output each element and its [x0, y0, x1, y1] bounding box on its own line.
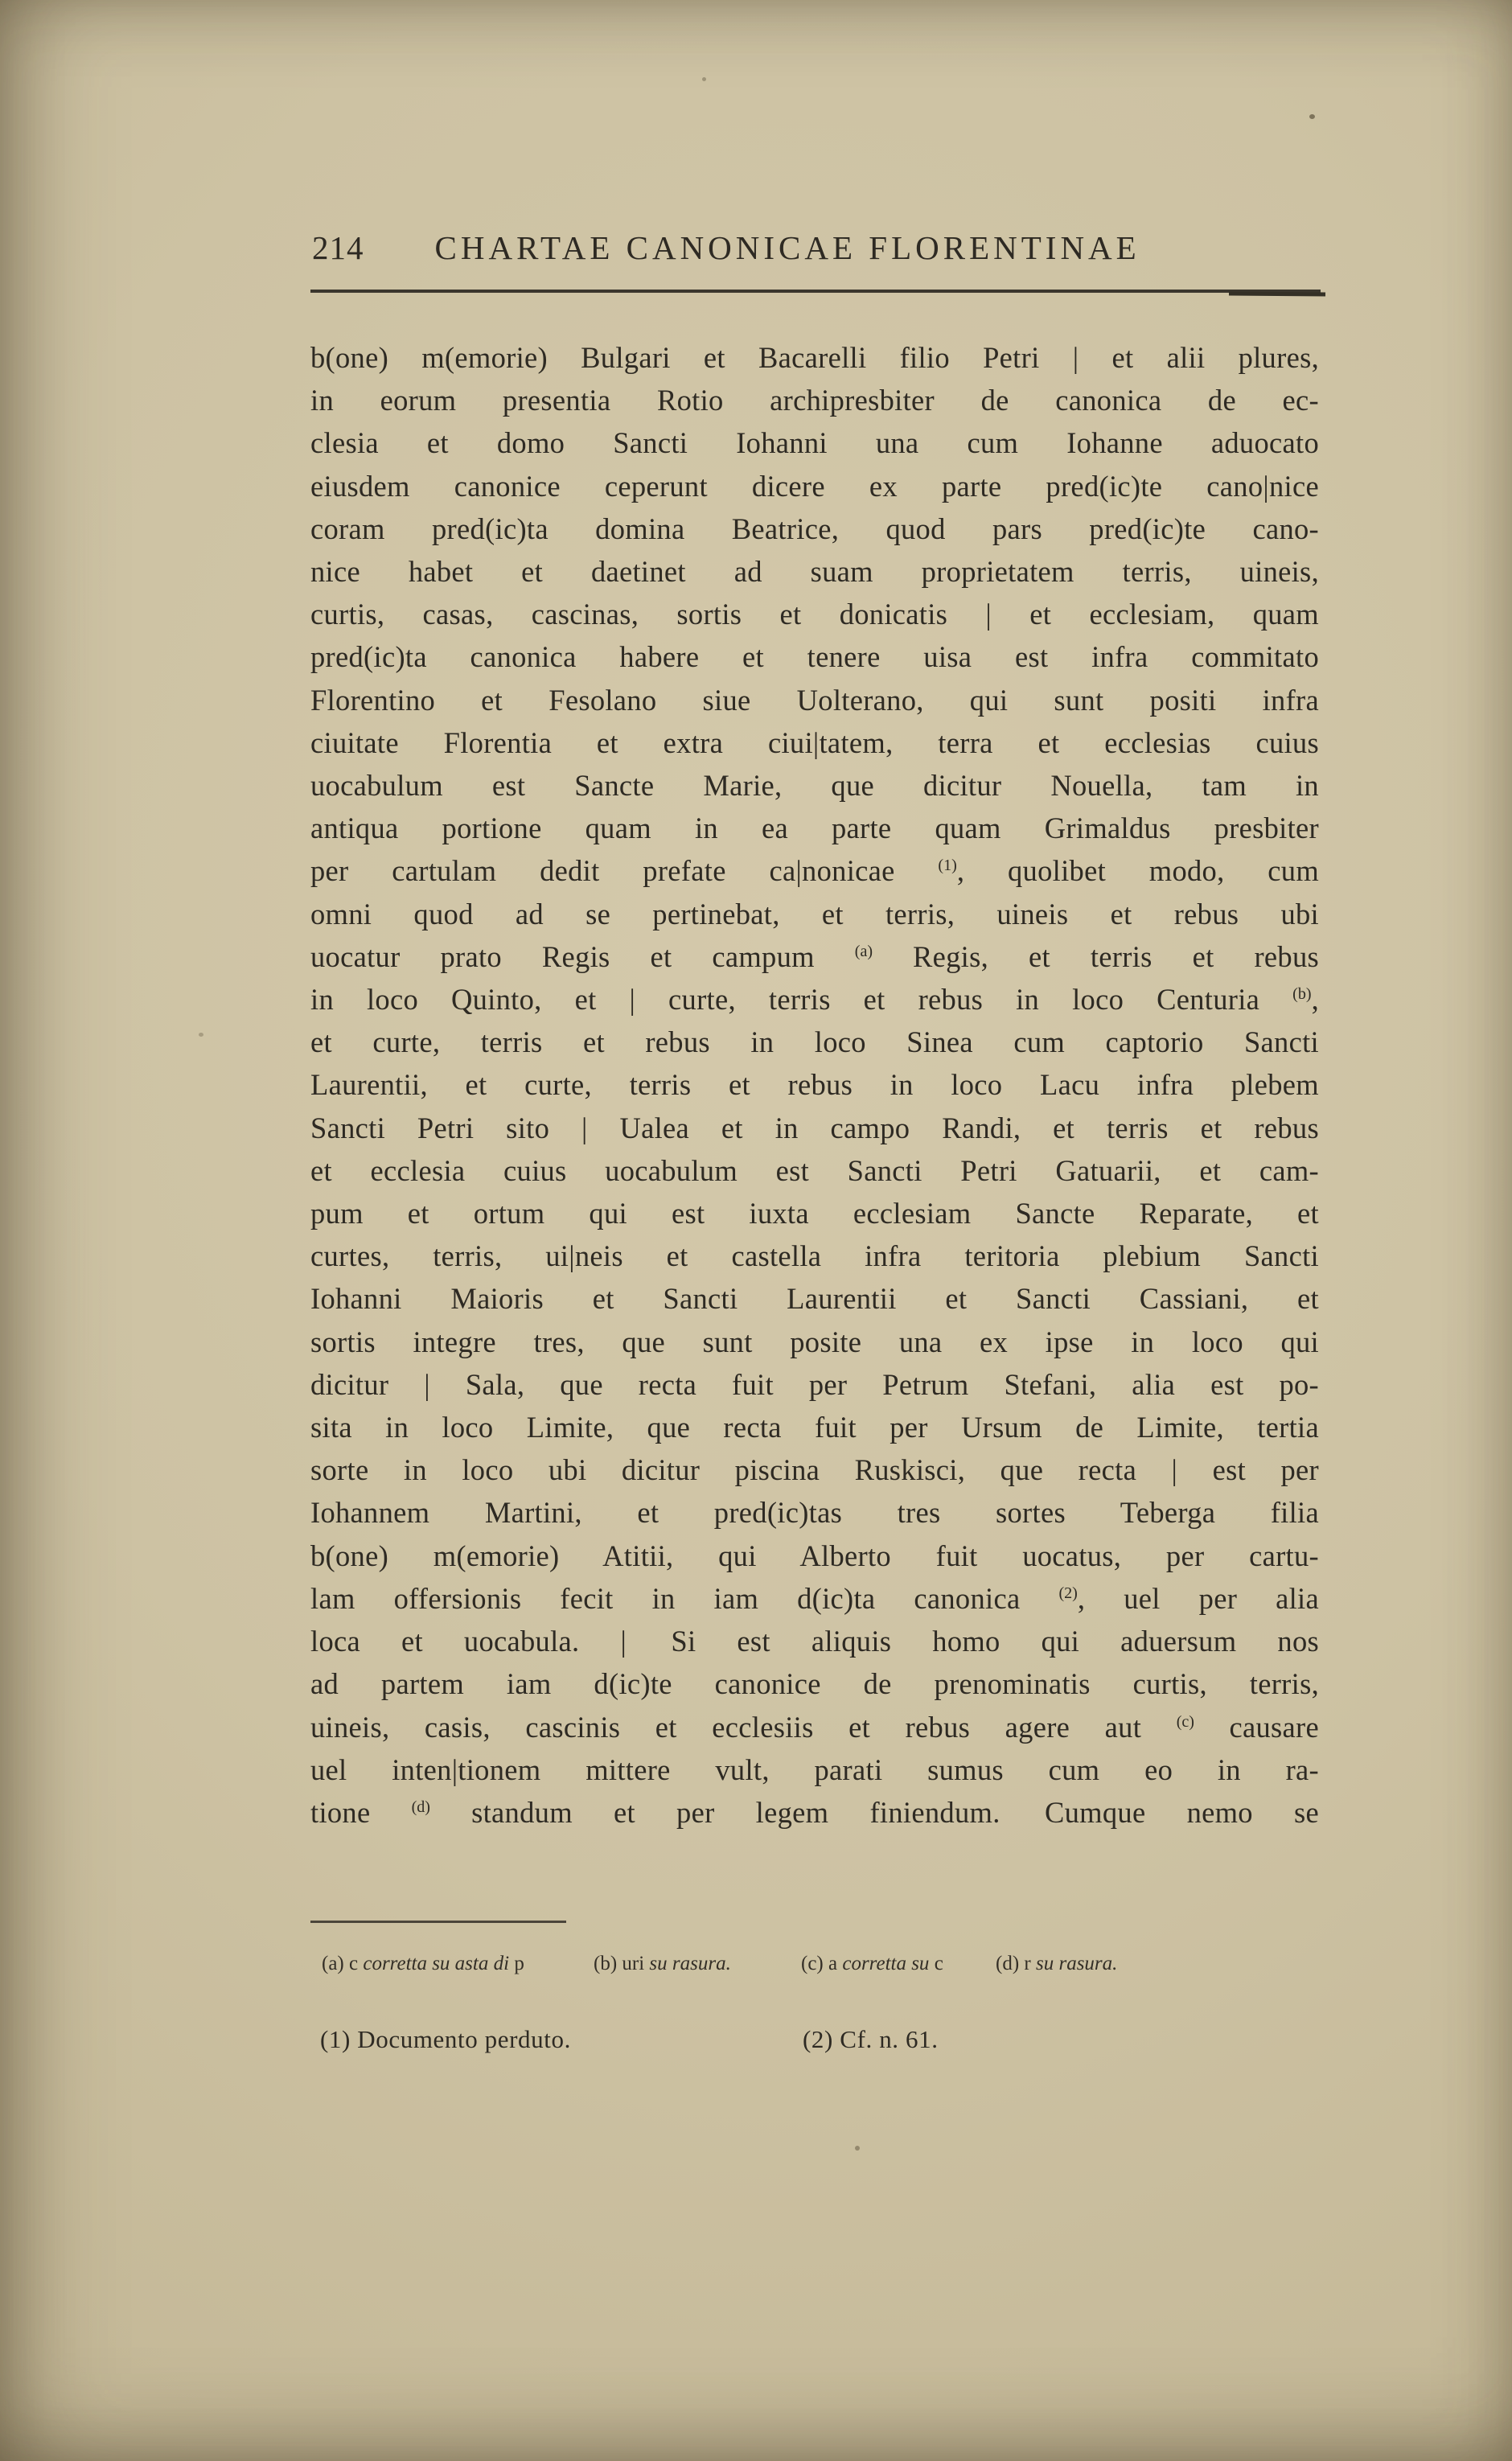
text-line: dicitur | Sala, que recta fuit per Petrum Stefani, alia est po-	[310, 1367, 1319, 1401]
text-line: antiqua portione quam in ea parte quam Grimaldus presbiter	[310, 811, 1319, 845]
italic-text: su rasura.	[1035, 1953, 1118, 1974]
apparatus-note: (d) r su rasura.	[996, 1953, 1118, 1974]
note-marker: (1)	[938, 857, 957, 875]
text-line: pum et ortum qui est iuxta ecclesiam Sancte Reparate, et	[310, 1197, 1319, 1230]
italic-text: su rasura.	[649, 1953, 731, 1974]
text-line: et curte, terris et rebus in loco Sinea cum captorio Sancti	[310, 1025, 1319, 1059]
text-line: Florentino et Fesolano siue Uolterano, qui sunt positi infra	[310, 683, 1319, 717]
apparatus-note: (a) c corretta su asta di p	[322, 1953, 524, 1974]
apparatus-separator	[310, 1921, 566, 1923]
text-line: uineis, casis, cascinis et ecclesiis et rebus agere aut $^{(c)}$ causare	[310, 1710, 1319, 1744]
paper-speck	[855, 2146, 860, 2151]
text-line: in eorum presentia Rotio archipresbiter de canonica de ec-	[310, 384, 1319, 417]
text-line: b(one) m(emorie) Bulgari et Bacarelli filio Petri | et alii plures,	[310, 341, 1319, 374]
note-marker: (2)	[1058, 1584, 1078, 1602]
footnotes-row	[320, 2025, 1319, 2054]
apparatus-row	[322, 1953, 1319, 1975]
page-header	[312, 228, 1319, 267]
text-line: et ecclesia cuius uocabulum est Sancti Petri Gatuarii, et cam-	[310, 1153, 1319, 1187]
footnote: (1) Documento perduto.	[320, 2025, 571, 2053]
text-line: nice habet et daetinet ad suam proprietatem terris, uineis,	[310, 555, 1319, 589]
text-line: per cartulam dedit prefate ca|nonicae $^{(1)}$, quolibet modo, cum	[310, 854, 1320, 888]
text-line: eiusdem canonice ceperunt dicere ex parte pred(ic)te cano|nice	[310, 469, 1319, 503]
note-marker: (d)	[411, 1797, 430, 1816]
text-line: sortis integre tres, que sunt posite una ex ipse in loco qui	[310, 1325, 1319, 1358]
header-rule	[310, 290, 1321, 293]
text-line: curtes, terris, ui|neis et castella infra teritoria plebium Sancti	[310, 1239, 1319, 1273]
text-line: pred(ic)ta canonica habere et tenere uisa est infra commitato	[310, 640, 1319, 674]
text-line: ad partem iam d(ic)te canonice de prenominatis curtis, terris,	[310, 1667, 1319, 1701]
text-line: coram pred(ic)ta domina Beatrice, quod pars pred(ic)te cano-	[310, 512, 1319, 545]
text-line: loca et uocabula. | Si est aliquis homo qui aduersum nos	[310, 1625, 1319, 1658]
text-line: sita in loco Limite, que recta fuit per Ursum de Limite, tertia	[310, 1411, 1319, 1444]
paper-speck	[199, 1033, 203, 1037]
text-line: omni quod ad se pertinebat, et terris, uineis et rebus ubi	[310, 897, 1319, 931]
text-line: uocabulum est Sancte Marie, que dicitur Nouella, tam in	[310, 769, 1319, 803]
apparatus-note: (b) uri su rasura.	[594, 1953, 731, 1974]
paper-speck	[1309, 114, 1315, 119]
text-line: b(one) m(emorie) Atitii, qui Alberto fuit uocatus, per cartu-	[310, 1539, 1319, 1572]
running-title: CHARTAE CANONICAE FLORENTINAE	[434, 229, 1140, 266]
apparatus-note: (c) a corretta su c	[801, 1953, 943, 1974]
text-line: sorte in loco ubi dicitur piscina Ruskisci, que recta | est per	[310, 1453, 1319, 1487]
paper-speck	[702, 77, 706, 81]
text-line: curtis, casas, cascinas, sortis et donicatis | et ecclesiam, quam	[310, 598, 1319, 631]
text-line: uel inten|tionem mittere vult, parati sumus cum eo in ra-	[310, 1752, 1319, 1786]
italic-text: corretta su asta di	[363, 1953, 510, 1974]
text-line: lam offersionis fecit in iam d(ic)ta canonica $^{(2)}$, uel per alia	[310, 1581, 1319, 1615]
body-text	[310, 336, 1319, 1834]
text-line: Sancti Petri sito | Ualea et in campo Randi, et terris et rebus	[310, 1111, 1319, 1144]
note-marker: (b)	[1292, 984, 1312, 1003]
text-line: clesia et domo Sancti Iohanni una cum Iohanne aduocato	[310, 426, 1319, 460]
text-line: tione $^{(d)}$ standum et per legem finiendum. Cumque nemo se	[310, 1795, 1319, 1829]
text-line: uocatur prato Regis et campum $^{(a)}$ Regis, et terris et rebus	[310, 939, 1319, 973]
text-line: Laurentii, et curte, terris et rebus in loco Lacu infra plebem	[310, 1068, 1319, 1102]
text-line: Iohanni Maioris et Sancti Laurentii et Sancti Cassiani, et	[310, 1282, 1319, 1316]
text-line: Iohannem Martini, et pred(ic)tas tres sortes Teberga filia	[310, 1496, 1319, 1530]
note-marker: (a)	[854, 942, 873, 960]
text-line: ciuitate Florentia et extra ciui|tatem, terra et ecclesias cuius	[310, 725, 1319, 759]
italic-text: corretta su	[842, 1953, 930, 1974]
page-number: 214	[312, 229, 364, 266]
text-line: in loco Quinto, et | curte, terris et rebus in loco Centuria $^{(b)}$,	[310, 983, 1319, 1017]
footnote: (2) Cf. n. 61.	[803, 2025, 939, 2053]
note-marker: (c)	[1176, 1712, 1194, 1731]
